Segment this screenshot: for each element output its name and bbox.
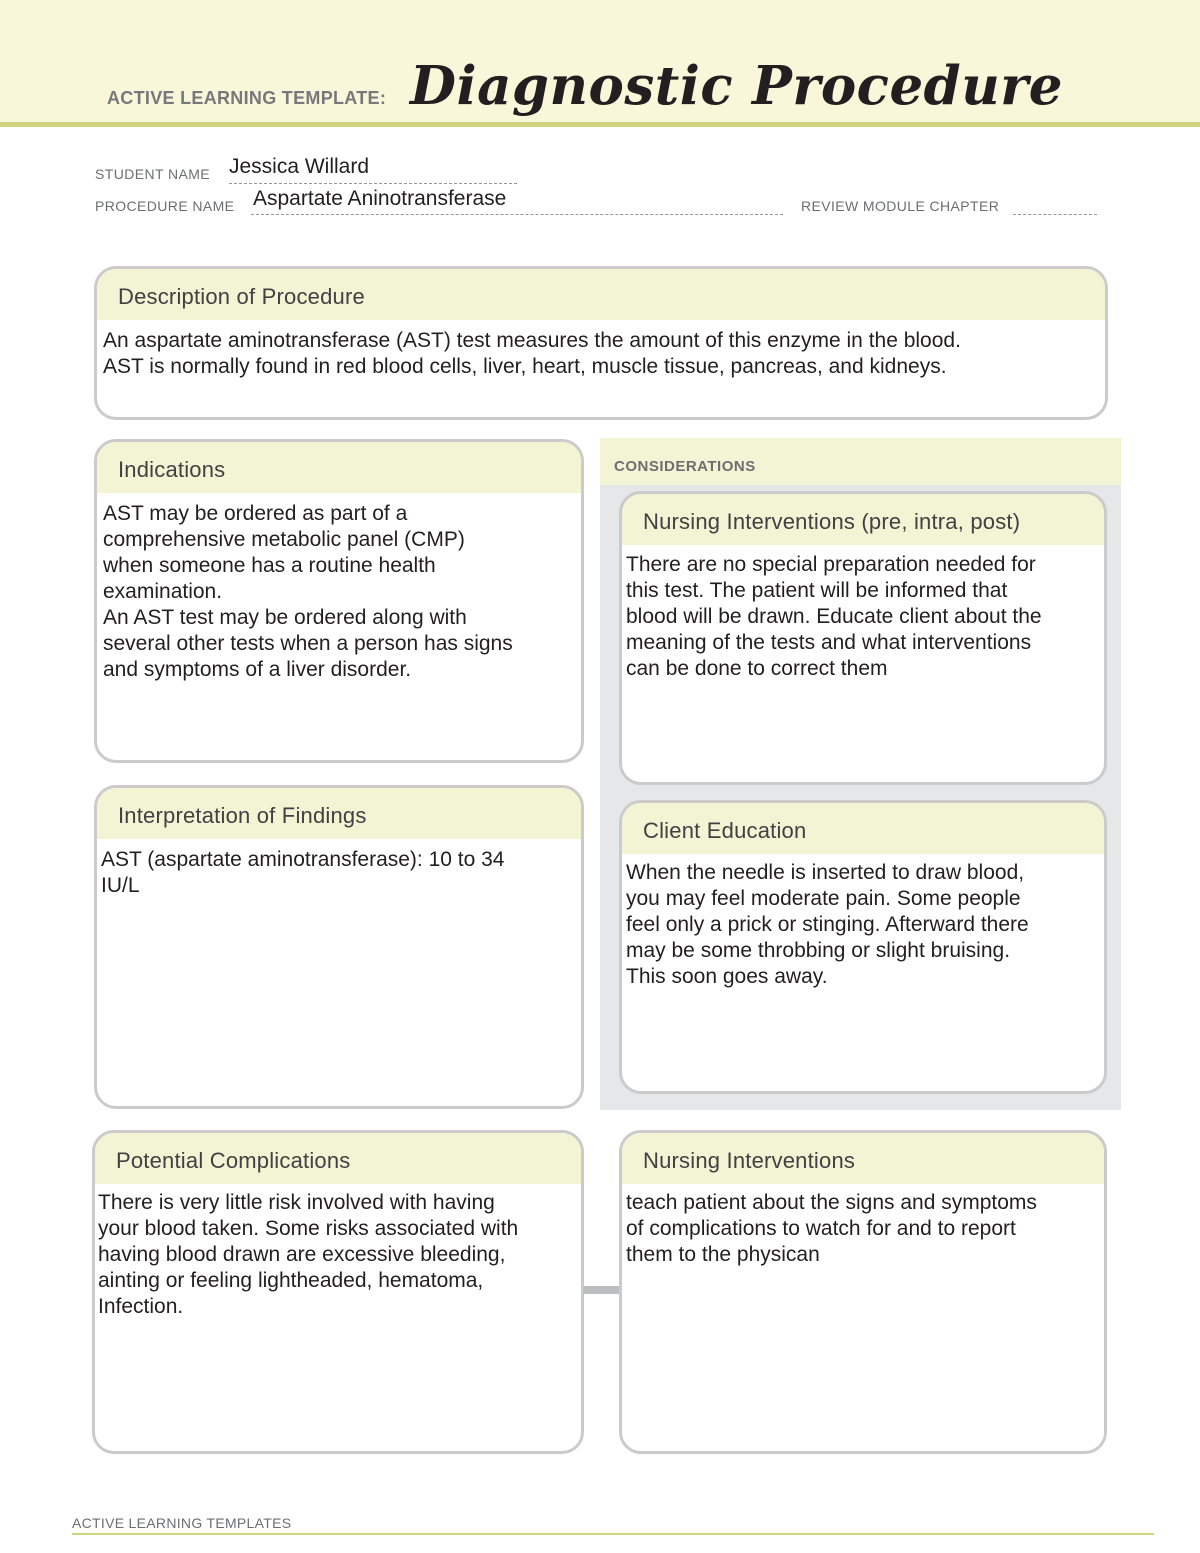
indications-box <box>94 439 584 763</box>
nursing-interventions-box <box>619 1130 1107 1454</box>
template-title: Diagnostic Procedure <box>410 55 1063 117</box>
box-connector <box>583 1286 621 1294</box>
considerations-label: CONSIDERATIONS <box>614 458 756 475</box>
review-module-field[interactable] <box>1013 214 1097 215</box>
template-label: ACTIVE LEARNING TEMPLATE: <box>107 88 387 108</box>
procedure-name-label: PROCEDURE NAME <box>95 198 235 214</box>
nursing-pre-body[interactable]: There are no special preparation needed for this test. The patient will be informed that blood will be drawn. Educate client about the meaning of the tests and what interventions can be done to correct them <box>626 553 1042 680</box>
description-title: Description of Procedure <box>118 284 365 309</box>
nursing-pre-title: Nursing Interventions (pre, intra, post) <box>643 509 1021 534</box>
client-education-title: Client Education <box>643 818 807 843</box>
student-name-line <box>229 183 517 184</box>
client-education-body[interactable]: When the needle is inserted to draw blood, you may feel moderate pain. Some people feel only a prick or stinging. Afterward there may be some throbbing or slight bruising. This soon goes away. <box>626 861 1029 988</box>
nursing-interventions-body[interactable]: teach patient about the signs and symptoms of complications to watch for and to report them to the physican <box>626 1191 1037 1266</box>
nursing-pre-box <box>619 491 1107 785</box>
footer-label: ACTIVE LEARNING TEMPLATES <box>72 1515 292 1531</box>
indications-title: Indications <box>118 457 226 482</box>
student-name-label: STUDENT NAME <box>95 166 210 182</box>
client-education-box <box>619 800 1107 1094</box>
interpretation-box <box>94 785 584 1109</box>
nursing-interventions-title: Nursing Interventions <box>643 1148 856 1173</box>
header-rule <box>0 122 1200 127</box>
description-box <box>94 266 1108 420</box>
description-body[interactable]: An aspartate aminotransferase (AST) test measures the amount of this enzyme in the blood. AST is normally found in red blood cells, liver, heart, muscle tissue, pancreas, and kidneys. <box>103 329 961 378</box>
footer-rule <box>72 1533 1154 1535</box>
interpretation-title: Interpretation of Findings <box>118 803 367 828</box>
review-module-label: REVIEW MODULE CHAPTER <box>801 198 1000 214</box>
procedure-name-line <box>251 214 783 215</box>
indications-body[interactable]: AST may be ordered as part of a comprehensive metabolic panel (CMP) when someone has a routine health examination. An AST test may be ordered along with several other tests when a person has signs and symptoms of a liver disorder. <box>103 502 513 681</box>
complications-box <box>92 1130 584 1454</box>
interpretation-body[interactable]: AST (aspartate aminotransferase): 10 to 34 IU/L <box>101 848 505 897</box>
complications-body[interactable]: There is very little risk involved with having your blood taken. Some risks associated with having blood drawn are excessive bleeding, ainting or feeling lightheaded, hematoma, Infection. <box>98 1191 519 1318</box>
procedure-name-field[interactable]: Aspartate Aninotransferase <box>253 187 507 210</box>
complications-title: Potential Complications <box>116 1148 351 1173</box>
student-name-field[interactable]: Jessica Willard <box>229 155 370 178</box>
